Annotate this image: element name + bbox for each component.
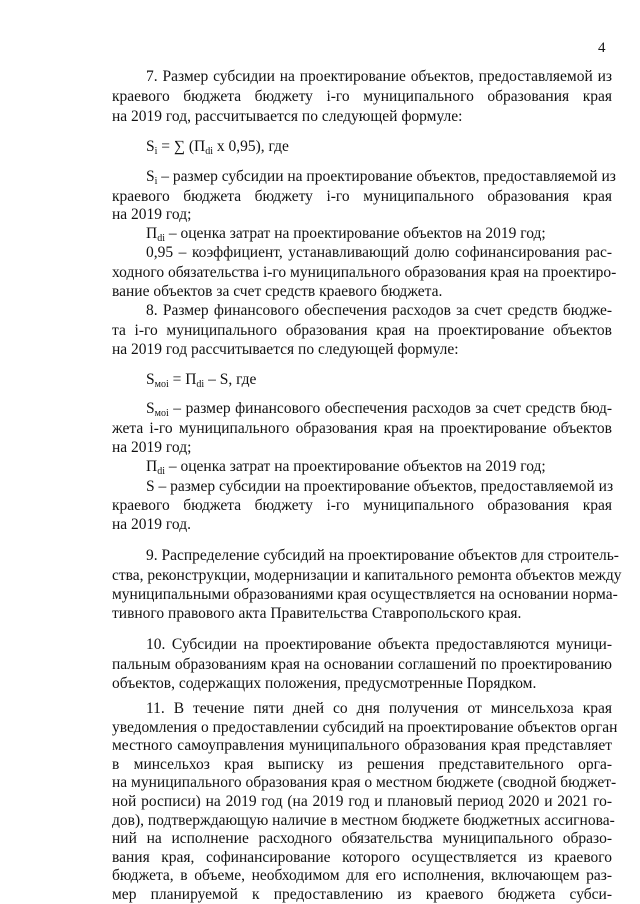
text-line: 11. В течение пяти дней со дня получения от минсельхоза края	[146, 700, 612, 717]
formula-si: $S_i$ = ∑ ($П_{di}$ x 0,95), где	[146, 138, 289, 157]
text-line: ства, реконструкции, модернизации и капитального ремонта объектов между	[112, 567, 622, 584]
text-line: на 2019 год рассчитывается по следующей формуле:	[112, 341, 459, 358]
text-line: 9. Распределение субсидий на проектирование объектов для строитель-	[146, 547, 619, 564]
text-line: ной росписи) на 2019 год (на 2019 год и плановый период 2020 и 2021 го-	[112, 793, 612, 810]
text-line: 0,95 – коэффициент, устанавливающий долю софинансирования рас-	[146, 244, 612, 261]
text-line: 8. Размер финансового обеспечения расходов за счет средств бюдже-	[146, 302, 612, 319]
text-line: на 2019 год, рассчитывается по следующей формуле:	[112, 108, 463, 125]
text-line: S – размер субсидии на проектирование объектов, предоставляемой из	[146, 478, 614, 495]
text-line: вания края, софинансирование которого осуществляется из краевого	[112, 848, 612, 866]
text-line: краевого бюджета бюджету i-го муниципального образования края	[112, 188, 612, 205]
text-line: краевого бюджета бюджету i-го муниципального образования края	[112, 88, 612, 105]
text-line: пальным образованиям края на основании соглашений по проектированию	[112, 656, 612, 673]
text-line: 10. Субсидии на проектирование объекта предоставляются муници-	[146, 636, 612, 653]
page-number: 4	[598, 40, 606, 56]
text-line: $П_{di}$ – оценка затрат на проектирование объектов на 2019 год;	[146, 225, 546, 244]
text-line: мер планируемой к предоставлению из краевого бюджета субси-	[112, 886, 612, 903]
text-line: 7. Размер субсидии на проектирование объектов, предоставляемой из	[146, 68, 612, 85]
text-line: дов), подтверждающую наличие в местном бюджете бюджетных ассигнова-	[112, 811, 615, 829]
text-line: вание объектов за счет средств краевого бюджета.	[112, 283, 443, 300]
text-line: на муниципального образования края о местном бюджете (сводной бюджет-	[112, 774, 617, 792]
text-line: ходного обязательства i-го муниципального образования края на проектиро-	[112, 264, 617, 281]
text-line: тивного правового акта Правительства Ставропольского края.	[112, 605, 522, 622]
text-line: бюджета, в объеме, необходимом для его исполнения, включающем раз-	[112, 867, 612, 885]
text-line: та i-го муниципального образования края на проектирование объектов	[112, 322, 612, 339]
text-line: $S_{мoi}$ – размер финансового обеспечения расходов за счет средств бюд-	[146, 400, 612, 419]
text-line: ний на исполнение расходного обязательства муниципального образо-	[112, 830, 612, 848]
formula-smoi: $S_{мoi} = П_{di} - S$, где	[146, 371, 257, 390]
text-line: $П_{di}$ – оценка затрат на проектирование объектов на 2019 год;	[146, 458, 546, 477]
text-line: на 2019 год.	[112, 516, 191, 533]
text-line: уведомления о предоставлении субсидий на проектирование объектов орган	[112, 718, 618, 736]
text-line: объектов, содержащих положения, предусмотренные Порядком.	[112, 675, 537, 692]
text-line: жета i-го муниципального образования края на проектирование объектов	[112, 420, 612, 437]
text-line: муниципальными образованиями края осуществляется на основании норма-	[112, 586, 618, 603]
text-line: краевого бюджета бюджету i-го муниципального образования края	[112, 497, 612, 514]
text-line: в минсельхоз края выписку из решения представительного орга-	[112, 755, 612, 773]
text-line: местного самоуправления муниципального образования края представляет	[112, 737, 612, 755]
text-line: на 2019 год;	[112, 206, 192, 223]
text-line: на 2019 год;	[112, 439, 192, 456]
text-line: $S_i$ – размер субсидии на проектирование объектов, предоставляемой из	[146, 168, 616, 187]
